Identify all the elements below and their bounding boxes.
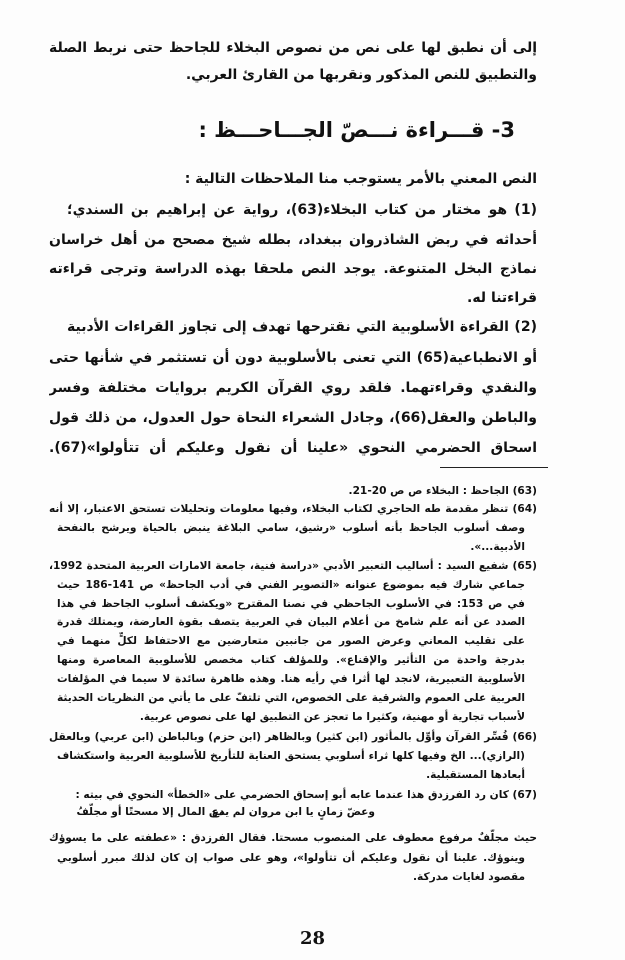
page-number: 28 — [299, 928, 326, 949]
body-text-line: (1) هو مختار من كتاب البخلاء(63)، رواية عن إبراهيم بن السندي؛ — [67, 202, 537, 218]
footnote-line: وصف أسلوب الجاحظ بأنه أسلوب «رشيق، سامي البلاغة ينبض بالحياة ويرشح بالنفحة — [57, 522, 525, 534]
body-text-line: النص المعني بالأمر يستوجب منا الملاحظات التالية : — [184, 171, 537, 187]
section-heading: 3- قـــراءة نـــصّ الجـــاحـــظ : — [198, 118, 515, 142]
body-text-line: نماذج البخل المتنوعة. يوجد النص ملحقا بهذه الدراسة وترجى قراءته — [49, 261, 537, 277]
body-text-line: أحداثه في ربض الشاذروان ببغداد، بطله شيخ مصحح من أهل خراسان — [49, 232, 537, 248]
footnote-line: وينوؤك. علينا أن نقول وعليكم أن تتأولوا»، وهو على صواب إن كان لذلك مبرر أسلوبي — [57, 852, 525, 864]
footnote-line: العربية على العموم والشرقية على الخصوص، التي تلتفّ على ما يأتي من النظريات الحديثة — [57, 692, 525, 704]
footnote-line: أبعادها المستقبلية. — [426, 769, 525, 781]
body-text-line: أو الانطباعية(65) التي تعنى بالأسلوبية دون أن تستثمر في شأنها حتى — [49, 350, 537, 366]
footnote-line: (63) الجاحظ : البخلاء ص ص 20-21. — [348, 485, 537, 497]
footnote-line: (64) تنظر مقدمة طه الحاجري لكتاب البخلاء، وفيها معلومات وتحليلات تستحق الاعتبار، إلا أنه — [49, 503, 537, 515]
verse-first-hemistich: وعضّ زمانٍ يا ابن مروان لم يدع — [211, 806, 375, 818]
footnote-line: الصدد عن أنه علم شامخ من أعلام البيان في العربية يتصف بقوة العارضة، ويمتلك قدرة — [57, 616, 525, 628]
footnote-line: جماعي شارك فيه بموضوع عنوانه «التصوير الفني في أدب الجاحظ» ص 141-186 حيث — [57, 579, 525, 591]
footnote-line: (67) كان رد الفرزدق هذا عندما عابه أبو إسحاق الحضرمي على «الخطأ» النحوي في بيته : — [75, 789, 537, 801]
footnote-line: (65) شفيع السيد : أساليب التعبير الأدبي «دراسة فنية، جامعة الامارات العربية المتحدة 1992، — [49, 560, 537, 572]
body-text-line: والباطن والعقل(66)، وجادل الشعراء النحاة حول العدول، من ذلك قول — [49, 410, 537, 426]
body-text-line: قراءتنا له. — [467, 290, 537, 306]
footnote-line: لأسباب تجارية أو مهنية، وكثيرا ما تعجز عن التطبيق لها على نصوص عربية. — [139, 711, 525, 723]
footnote-line: الأدبية...». — [470, 541, 525, 553]
footnote-line: في ص 153: في الأسلوب الجاحظي في نصنا المقترح «ويكشف أسلوب الجاحظ في هذا — [57, 598, 525, 610]
footnote-line: (66) فُسِّر القرآن وأوِّل بالمأثور (ابن كثير) وبالظاهر (ابن حزم) وبالباطن (ابن عربي) وبالعقل — [49, 731, 537, 743]
footnote-line: على تقليب المعاني وعرض الصور من جانبين متعارضين مع الاحتفاظ لكلٍّ منهما في — [57, 635, 525, 647]
footnote-separator — [440, 467, 548, 468]
footnote-line: حيث مجلّفٌ مرفوع معطوف على المنصوب مسحتا. فقال الفرزدق : «عطفته على ما يسوؤك — [49, 832, 537, 844]
footnote-line: الأسلوبية التعبيرية، لانجد لها أثرا في رأيه هنا. وهذه ظاهرة سائدة لا سيما في المؤلفات — [57, 673, 525, 685]
verse-second-hemistich: من المال إلا مسحتًا أو مجلّفُ — [76, 806, 225, 818]
body-text-line: إلى أن نطبق لها على نص من نصوص البخلاء للجاحظ حتى نربط الصلة — [49, 40, 537, 56]
body-text-line: اسحاق الحضرمي النحوي «علينا أن نقول وعليكم أن تتأولوا»(67). — [49, 440, 537, 456]
body-text-line: والتطبيق للنص المذكور ونقربها من القارئ العربي. — [185, 67, 537, 83]
footnote-line: (الرازي)... الخ وفيها كلها ثراء أسلوبي يستحق العناية للتأريخ للأسلوبية العربية واستكشاف — [57, 750, 525, 762]
body-text-line: (2) القراءة الأسلوبية التي نقترحها تهدف إلى تجاوز القراءات الأدبية — [67, 319, 537, 335]
footnote-line: مقصود لغايات مدركة. — [413, 871, 525, 883]
footnote-line: بدرجة واحدة من التأثير والإقناع». وللمؤلف كتاب مخصص للأسلوبية المعاصرة ومنها — [57, 654, 525, 666]
body-text-line: والنقدي وقراءتهما. فلقد روي القرآن الكريم بروايات مختلفة وفسر — [49, 380, 537, 396]
